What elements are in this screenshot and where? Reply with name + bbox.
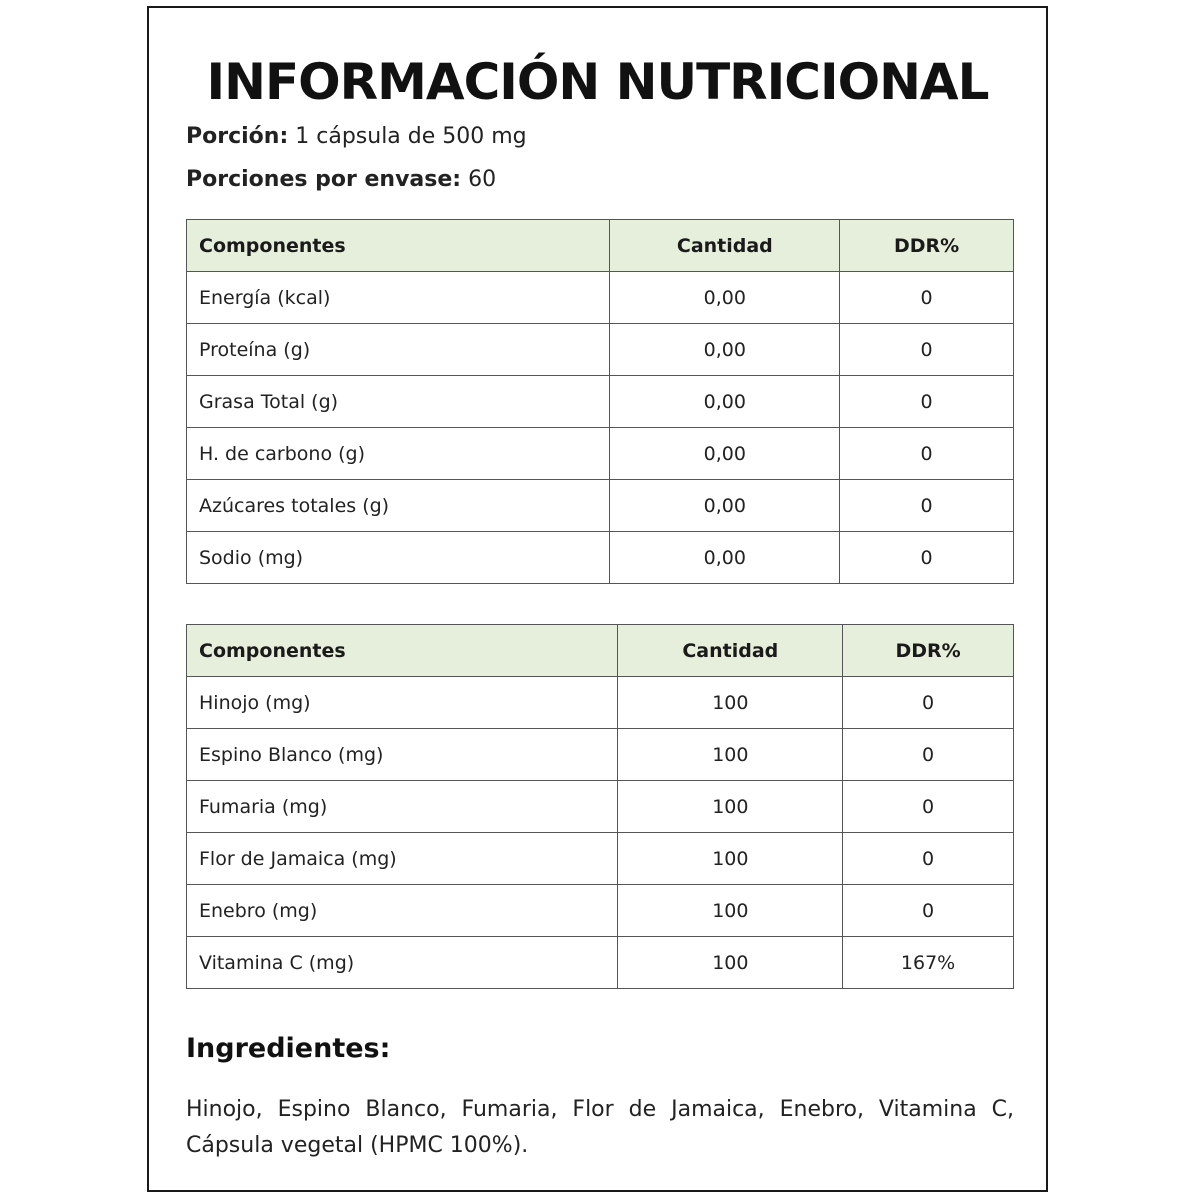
header-quantity: Cantidad: [610, 220, 840, 272]
quantity-cell: 100: [618, 937, 843, 989]
serving-size-value: 1 cápsula de 500 mg: [295, 124, 527, 149]
quantity-cell: 100: [618, 677, 843, 729]
nutrition-label-card: [147, 6, 1048, 1192]
table-row: [187, 937, 1014, 989]
ddr-cell: 167%: [843, 937, 1014, 989]
component-cell: Azúcares totales (g): [187, 480, 610, 532]
ddr-cell: 0: [843, 885, 1014, 937]
quantity-cell: 100: [618, 781, 843, 833]
component-cell: Vitamina C (mg): [187, 937, 618, 989]
ddr-cell: 0: [840, 480, 1014, 532]
table-row: [187, 677, 1014, 729]
nutrition-table: [186, 219, 1014, 584]
ddr-cell: 0: [843, 677, 1014, 729]
quantity-cell: 100: [618, 729, 843, 781]
ddr-cell: 0: [840, 428, 1014, 480]
ddr-cell: 0: [840, 532, 1014, 584]
ddr-cell: 0: [840, 324, 1014, 376]
table-row: [187, 324, 1014, 376]
table-row: [187, 272, 1014, 324]
servings-per-container-value: 60: [468, 167, 497, 192]
servings-per-container-label: Porciones por envase:: [186, 167, 462, 192]
table-row: [187, 781, 1014, 833]
quantity-cell: 0,00: [610, 324, 840, 376]
component-cell: Flor de Jamaica (mg): [187, 833, 618, 885]
quantity-cell: 0,00: [610, 376, 840, 428]
quantity-cell: 0,00: [610, 480, 840, 532]
component-cell: Energía (kcal): [187, 272, 610, 324]
serving-size-label: Porción:: [186, 124, 289, 149]
ddr-cell: 0: [840, 272, 1014, 324]
table-header-row: [187, 220, 1014, 272]
header-quantity: Cantidad: [618, 625, 843, 677]
table-header-row: [187, 625, 1014, 677]
table-row: [187, 532, 1014, 584]
header-components: Componentes: [187, 625, 618, 677]
quantity-cell: 0,00: [610, 272, 840, 324]
table-row: [187, 885, 1014, 937]
quantity-cell: 100: [618, 833, 843, 885]
quantity-cell: 0,00: [610, 532, 840, 584]
serving-size: [186, 123, 527, 151]
component-cell: H. de carbono (g): [187, 428, 610, 480]
ddr-cell: 0: [843, 833, 1014, 885]
table-row: [187, 729, 1014, 781]
quantity-cell: 100: [618, 885, 843, 937]
ingredients-heading: Ingredientes:: [186, 1033, 391, 1064]
servings-per-container: [186, 166, 496, 194]
table-row: [187, 480, 1014, 532]
component-cell: Espino Blanco (mg): [187, 729, 618, 781]
component-cell: Fumaria (mg): [187, 781, 618, 833]
ddr-cell: 0: [843, 781, 1014, 833]
header-ddr: DDR%: [840, 220, 1014, 272]
component-cell: Sodio (mg): [187, 532, 610, 584]
table-row: [187, 833, 1014, 885]
table-row: [187, 428, 1014, 480]
table-row: [187, 376, 1014, 428]
component-cell: Grasa Total (g): [187, 376, 610, 428]
page-title: INFORMACIÓN NUTRICIONAL: [206, 53, 989, 111]
ingredients-text: Hinojo, Espino Blanco, Fumaria, Flor de Jamaica, Enebro, Vitamina C, Cápsula vegetal (HPMC 100%).: [186, 1097, 1014, 1158]
header-ddr: DDR%: [843, 625, 1014, 677]
header-components: Componentes: [187, 220, 610, 272]
component-cell: Enebro (mg): [187, 885, 618, 937]
ddr-cell: 0: [840, 376, 1014, 428]
botanicals-table: [186, 624, 1014, 989]
quantity-cell: 0,00: [610, 428, 840, 480]
ddr-cell: 0: [843, 729, 1014, 781]
component-cell: Hinojo (mg): [187, 677, 618, 729]
component-cell: Proteína (g): [187, 324, 610, 376]
